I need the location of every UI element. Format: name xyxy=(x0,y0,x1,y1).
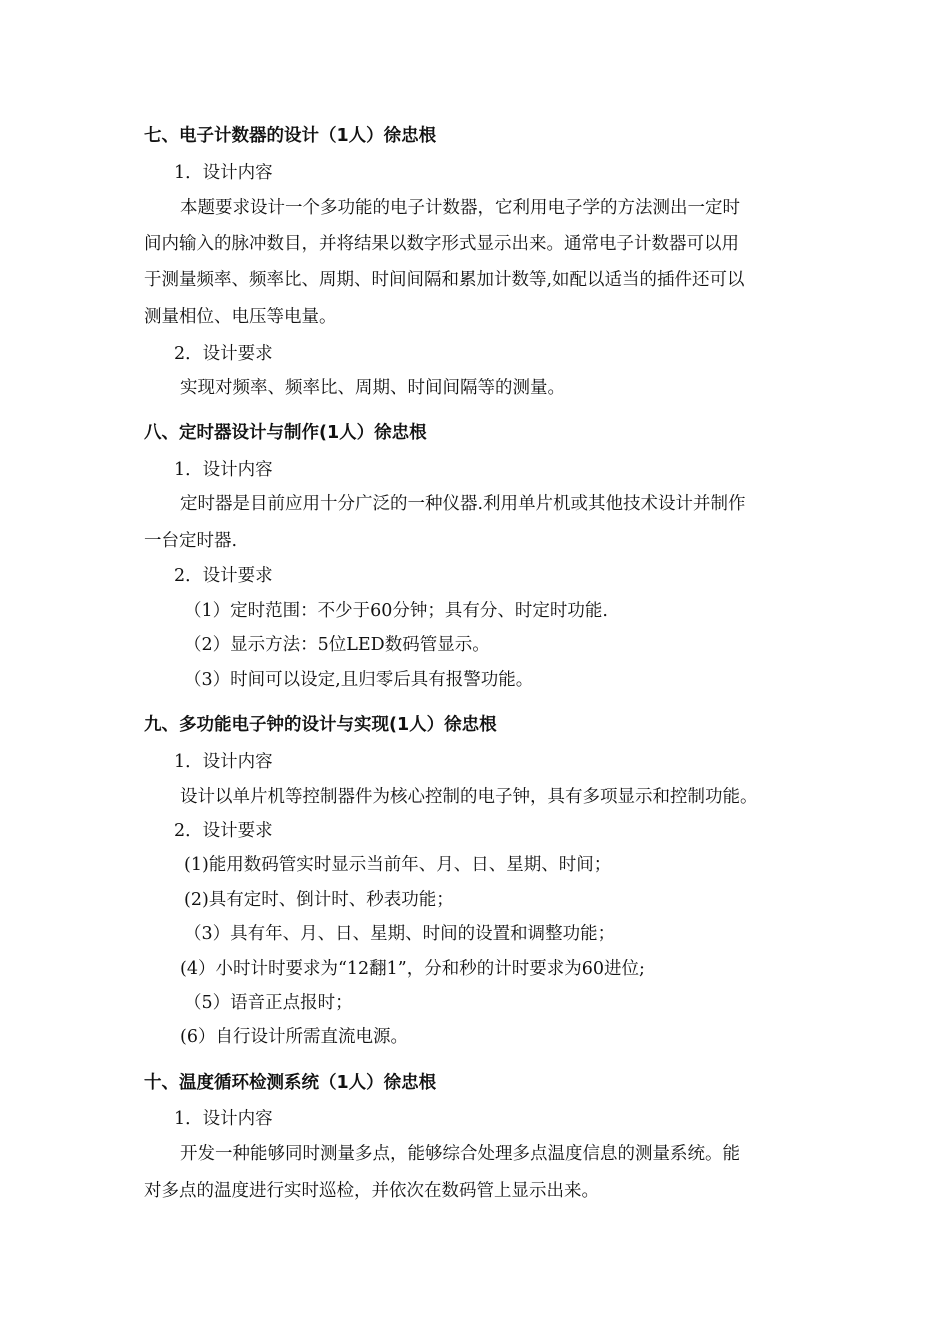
paragraph-line: 测量相位、电压等电量。 xyxy=(144,307,337,327)
subsection-label: 1．设计内容 xyxy=(174,460,273,480)
paragraph-line: 间内输入的脉冲数目，并将结果以数字形式显示出来。通常电子计数器可以用 xyxy=(144,234,739,254)
requirement-item: （1）定时范围：不少于60分钟；具有分、时定时功能. xyxy=(184,601,608,621)
paragraph-line: 开发一种能够同时测量多点，能够综合处理多点温度信息的测量系统。能 xyxy=(180,1144,740,1164)
requirement-item: (2)具有定时、倒计时、秒表功能； xyxy=(184,890,454,910)
section-heading: 七、电子计数器的设计（1人）徐忠根 xyxy=(144,126,437,146)
subsection-label: 2．设计要求 xyxy=(174,344,273,364)
paragraph-line: 对多点的温度进行实时巡检，并依次在数码管上显示出来。 xyxy=(144,1181,599,1201)
section-heading: 八、定时器设计与制作(1人）徐忠根 xyxy=(144,423,427,443)
requirement-item: （3）具有年、月、日、星期、时间的设置和调整功能； xyxy=(184,924,616,944)
subsection-label: 2．设计要求 xyxy=(174,821,273,841)
paragraph-line: 于测量频率、频率比、周期、时间间隔和累加计数等,如配以适当的插件还可以 xyxy=(144,270,745,290)
paragraph-line: 实现对频率、频率比、周期、时间间隔等的测量。 xyxy=(180,378,565,398)
requirement-item: （3）时间可以设定,且归零后具有报警功能。 xyxy=(184,670,534,690)
requirement-item: （5）语音正点报时； xyxy=(184,993,353,1013)
requirement-item: （2）显示方法：5位LED数码管显示。 xyxy=(184,635,490,655)
requirement-item: (6）自行设计所需直流电源。 xyxy=(180,1027,408,1047)
paragraph-line: 一台定时器. xyxy=(144,531,238,551)
section-heading: 十、温度循环检测系统（1人）徐忠根 xyxy=(144,1073,437,1093)
subsection-label: 2．设计要求 xyxy=(174,566,273,586)
paragraph-line: 本题要求设计一个多功能的电子计数器，它利用电子学的方法测出一定时 xyxy=(180,198,740,218)
paragraph-line: 设计以单片机等控制器件为核心控制的电子钟，具有多项显示和控制功能。 xyxy=(180,787,758,807)
section-heading: 九、多功能电子钟的设计与实现(1人）徐忠根 xyxy=(144,715,497,735)
requirement-item: (1)能用数码管实时显示当前年、月、日、星期、时间； xyxy=(184,855,612,875)
subsection-label: 1．设计内容 xyxy=(174,163,273,183)
subsection-label: 1．设计内容 xyxy=(174,1109,273,1129)
paragraph-line: 定时器是目前应用十分广泛的一种仪器.利用单片机或其他技术设计并制作 xyxy=(180,494,746,514)
requirement-item: (4）小时计时要求为“12翻1”，分和秒的计时要求为60进位; xyxy=(180,959,645,979)
subsection-label: 1．设计内容 xyxy=(174,752,273,772)
